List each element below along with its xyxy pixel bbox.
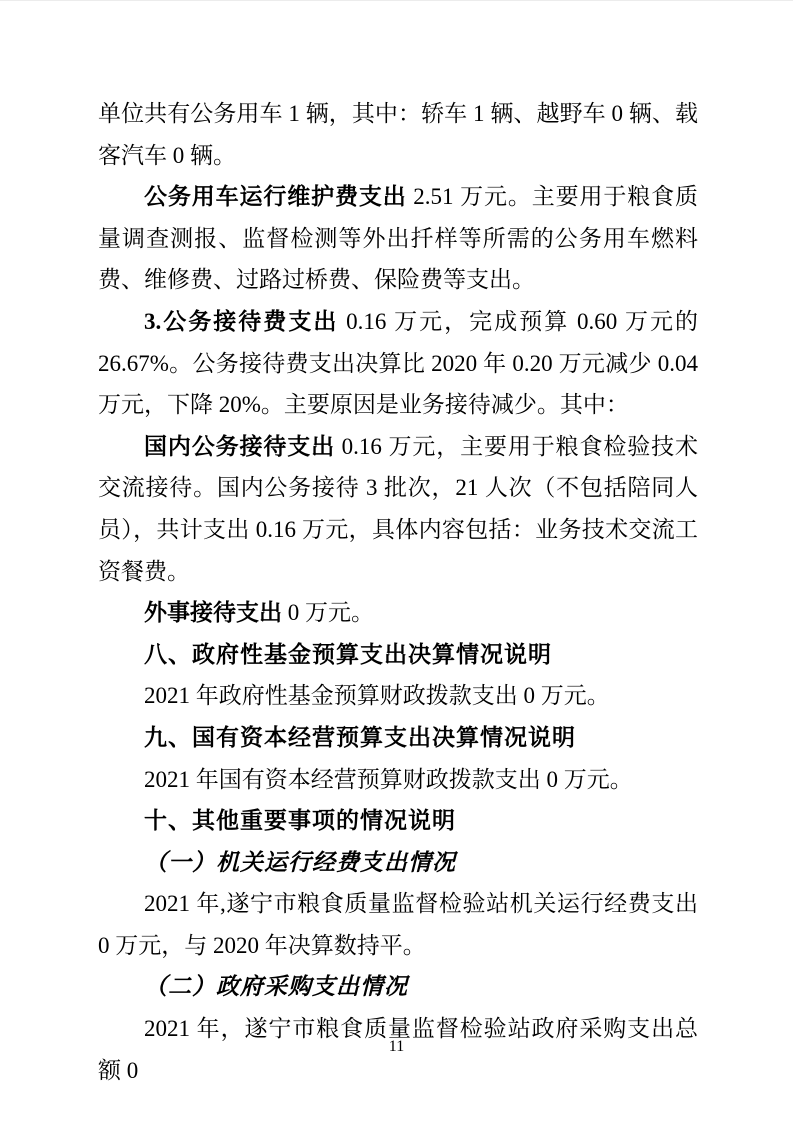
section-heading	[98, 634, 698, 676]
text-run: 2021 年国有资本经营预算财政拨款支出 0 万元。	[144, 766, 633, 792]
text-run: 0.16 万元，主要用于粮食检验技术交流接待。国内公务接待 3 批次，21 人次（不包括陪同人员），共计支出 0.16 万元，具体内容包括：业务技术交流工资餐费。	[98, 433, 698, 584]
paragraph	[98, 426, 698, 592]
paragraph	[98, 301, 698, 426]
document-body	[98, 93, 698, 1091]
text-run-bold: 十、其他重要事项的情况说明	[144, 807, 456, 834]
section-subheading	[98, 966, 698, 1008]
section-subheading	[98, 842, 698, 884]
text-run: 2.51 万元。主要用于粮食质量调查测报、监督检测等外出扦样等所需的公务用车燃料费、维修费、过路过桥费、保险费等支出。	[98, 184, 698, 293]
paragraph	[98, 93, 698, 176]
text-run: 2021 年政府性基金预算财政拨款支出 0 万元。	[144, 683, 610, 709]
text-run-bold: （二）政府采购支出情况	[144, 974, 408, 1000]
text-run-bold: 国内公务接待支出	[144, 433, 335, 459]
text-run-bold: （一）机关运行经费支出情况	[144, 849, 456, 875]
text-run-bold: 九、国有资本经营预算支出决算情况说明	[144, 723, 576, 750]
text-run: 单位共有公务用车 1 辆，其中：轿车 1 辆、越野车 0 辆、载客汽车 0 辆。	[98, 101, 698, 168]
text-run: 0 万元。	[282, 600, 374, 626]
page-footer	[0, 1037, 793, 1057]
text-run-bold: 八、政府性基金预算支出决算情况说明	[144, 640, 552, 667]
section-heading	[98, 717, 698, 759]
text-run-bold: 公务用车运行维护费支出	[144, 184, 407, 210]
section-heading	[98, 800, 698, 842]
paragraph	[98, 675, 698, 717]
paragraph	[98, 176, 698, 301]
text-run-bold: 外事接待支出	[144, 600, 282, 626]
paragraph	[98, 759, 698, 801]
paragraph	[98, 592, 698, 634]
paragraph	[98, 883, 698, 966]
text-run: 0.16 万元，完成预算 0.60 万元的 26.67%。公务接待费支出决算比 2020 年 0.20 万元减少 0.04 万元，下降 20%。主要原因是业务接待减少。其中：	[98, 308, 699, 418]
text-run: 2021 年，遂宁市粮食质量监督检验站政府采购支出总额 0	[98, 1016, 698, 1083]
text-run: 2021 年,遂宁市粮食质量监督检验站机关运行经费支出 0 万元，与 2020 年决算数持平。	[98, 891, 698, 958]
page-number: 11	[388, 1038, 405, 1055]
text-run-bold: 3.公务接待费支出	[144, 308, 339, 334]
